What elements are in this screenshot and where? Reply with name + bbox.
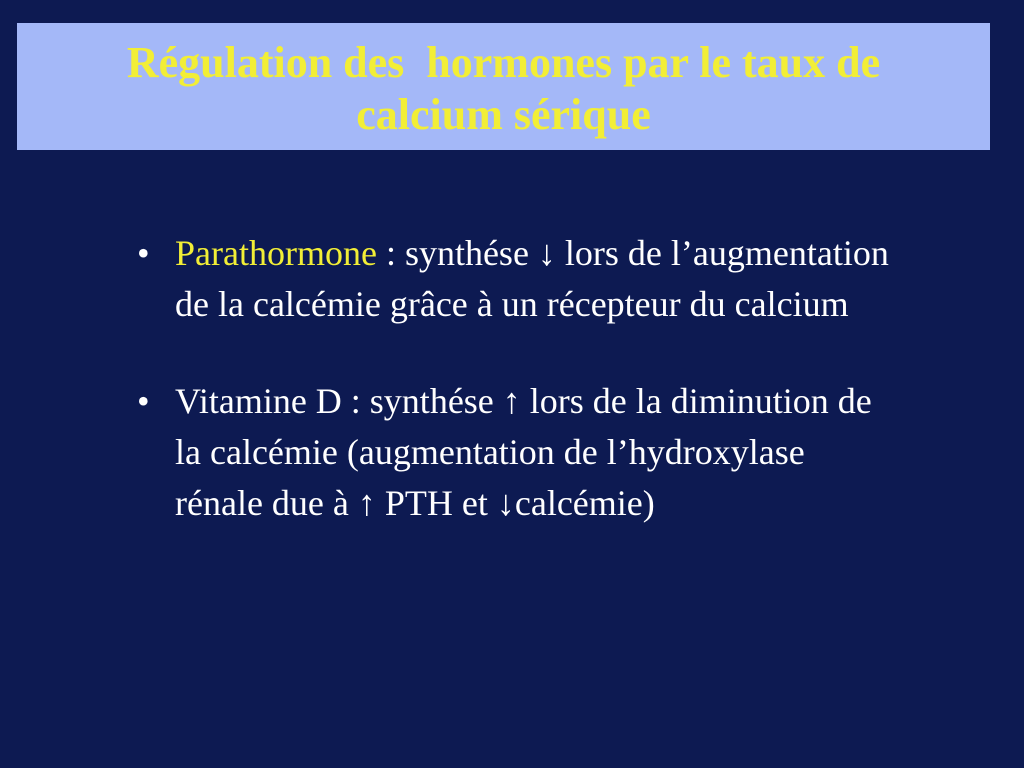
bullet-item-parathormone bbox=[137, 228, 897, 330]
title-box bbox=[17, 23, 990, 150]
bullet-list bbox=[137, 228, 897, 529]
bullet-marker: • bbox=[137, 233, 150, 273]
bullet-marker: • bbox=[137, 381, 150, 421]
bullet-text: Vitamine D : synthése ↑ lors de la diminution de la calcémie (augmentation de l’hydroxylase rénale due à ↑ PTH et ↓calcémie) bbox=[175, 381, 872, 523]
bullet-item-vitamine-d bbox=[137, 376, 897, 529]
bullet-highlight: Parathormone bbox=[175, 233, 377, 273]
slide-title: Régulation des hormones par le taux de calcium sérique bbox=[126, 37, 881, 139]
bullet-text: : synthése ↓ lors de l’augmentation de la calcémie grâce à un récepteur du calcium bbox=[175, 233, 889, 324]
